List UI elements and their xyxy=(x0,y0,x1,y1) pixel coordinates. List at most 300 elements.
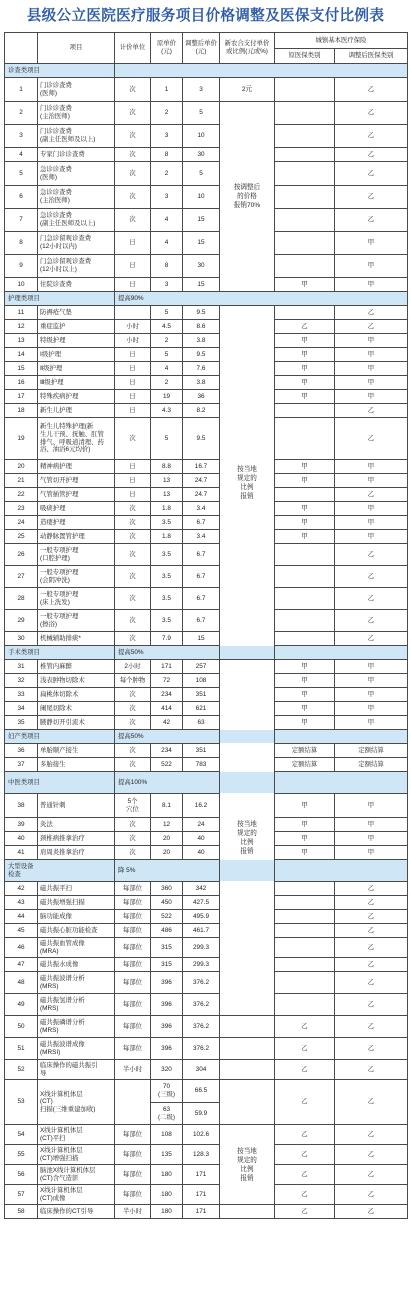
row-new-price: 8.2 xyxy=(183,404,220,418)
row-unit: 次 xyxy=(115,186,151,209)
row-unit: 次 xyxy=(115,744,151,758)
table-row xyxy=(5,958,408,972)
row-item: X线计算机体层 (CT)平扫 xyxy=(38,1125,115,1145)
header-unit: 计价单位 xyxy=(115,33,151,64)
row-new-price: 36 xyxy=(183,390,220,404)
category-row-fc xyxy=(5,730,408,744)
row-unit: 日 xyxy=(115,460,151,474)
row-unit: 每部位 xyxy=(115,958,151,972)
row-index: 35 xyxy=(5,716,38,730)
table-row xyxy=(5,255,408,278)
row-ins-new: 定额结算 xyxy=(335,744,408,758)
row-old-price: 2 xyxy=(151,102,183,125)
row-ins-old: 甲 xyxy=(275,334,335,348)
row-index: 19 xyxy=(5,418,38,460)
row-old-price: 396 xyxy=(151,994,183,1016)
row-old-price: 108 xyxy=(151,1125,183,1145)
row-old-price: 63 (二级) xyxy=(151,1103,183,1125)
row-unit: 日 xyxy=(115,348,151,362)
row-unit: 次 xyxy=(115,502,151,516)
row-new-price: 299.3 xyxy=(183,958,220,972)
row-unit: 次 xyxy=(115,588,151,610)
row-ins-new: 乙 xyxy=(335,186,408,209)
row-old-price: 320 xyxy=(151,1060,183,1080)
row-ins-old xyxy=(275,544,335,566)
row-ins-new: 甲 xyxy=(335,530,408,544)
table-row xyxy=(5,882,408,896)
row-ins-new: 甲 xyxy=(335,674,408,688)
row-new-price: 171 xyxy=(183,1165,220,1185)
row-ins-new: 甲 xyxy=(335,232,408,255)
row-old-price: 414 xyxy=(151,702,183,716)
row-pay-note: 按当地 规定的 比例 报销 xyxy=(220,1125,275,1205)
row-index: 30 xyxy=(5,632,38,646)
row-item: 肩周炎推拿治疗 xyxy=(38,846,115,860)
row-new-price: 30 xyxy=(183,148,220,162)
row-new-price: 171 xyxy=(183,1185,220,1205)
row-unit: 每部位 xyxy=(115,910,151,924)
row-ins-old: 乙 xyxy=(275,1205,335,1219)
row-new-price: 3 xyxy=(183,78,220,102)
row-ins-old xyxy=(275,632,335,646)
row-item: 临床操作的CT引导 xyxy=(38,1205,115,1219)
row-unit xyxy=(115,1080,151,1125)
row-index: 52 xyxy=(5,1060,38,1080)
row-new-price: 257 xyxy=(183,660,220,674)
table-row xyxy=(5,1205,408,1219)
row-old-price: 180 xyxy=(151,1205,183,1219)
row-new-price: 7.6 xyxy=(183,362,220,376)
row-ins-new: 乙 xyxy=(335,162,408,186)
row-item: 浅表肿物切除术 xyxy=(38,674,115,688)
row-index: 12 xyxy=(5,320,38,334)
row-new-price: 128.3 xyxy=(183,1145,220,1165)
row-old-price: 42 xyxy=(151,716,183,730)
row-item: X线计算机体层 (CT)成像 xyxy=(38,1185,115,1205)
row-item: 吸痰护理 xyxy=(38,502,115,516)
row-ins-new: 甲 xyxy=(335,474,408,488)
table-row xyxy=(5,390,408,404)
header-ins-new: 调整后医保类别 xyxy=(335,49,408,64)
row-index: 34 xyxy=(5,702,38,716)
row-ins-old: 甲 xyxy=(275,716,335,730)
row-index: 15 xyxy=(5,362,38,376)
category-row-hl xyxy=(5,292,408,306)
row-old-price: 19 xyxy=(151,390,183,404)
row-index: 39 xyxy=(5,818,38,832)
row-ins-old xyxy=(275,125,335,148)
row-new-price: 342 xyxy=(183,882,220,896)
table-row xyxy=(5,794,408,818)
row-ins-new: 甲 xyxy=(335,334,408,348)
table-row xyxy=(5,632,408,646)
row-ins-old: 甲 xyxy=(275,832,335,846)
row-index: 9 xyxy=(5,255,38,278)
header-insurance: 城镇基本医疗保险 xyxy=(275,33,408,49)
row-item: 特级护理 xyxy=(38,334,115,348)
row-pay-note: 2元 xyxy=(220,78,275,102)
row-old-price: 4.5 xyxy=(151,320,183,334)
row-old-price: 180 xyxy=(151,1165,183,1185)
row-old-price: 2 xyxy=(151,376,183,390)
row-index: 40 xyxy=(5,832,38,846)
table-row xyxy=(5,832,408,846)
row-new-price: 6.7 xyxy=(183,588,220,610)
row-item: 门急诊留观诊查费 (12小时以内) xyxy=(38,232,115,255)
row-new-price: 59.9 xyxy=(183,1103,220,1125)
row-old-price: 171 xyxy=(151,660,183,674)
row-new-price: 9.5 xyxy=(183,418,220,460)
row-unit: 次 xyxy=(115,832,151,846)
row-item: 普通针刺 xyxy=(38,794,115,818)
row-unit: 次 xyxy=(115,688,151,702)
row-index: 4 xyxy=(5,148,38,162)
page-title: 县级公立医院医疗服务项目价格调整及医保支付比例表 xyxy=(26,8,385,24)
row-ins-new: 乙 xyxy=(335,148,408,162)
row-item: 磁共振增强扫描 xyxy=(38,896,115,910)
row-new-price: 621 xyxy=(183,702,220,716)
row-new-price: 102.6 xyxy=(183,1125,220,1145)
row-unit: 每部位 xyxy=(115,994,151,1016)
row-new-price: 376.2 xyxy=(183,1038,220,1060)
row-old-price: 8.1 xyxy=(151,794,183,818)
row-ins-old: 甲 xyxy=(275,660,335,674)
row-item: 磁共振氢谱分析 (MRS) xyxy=(38,994,115,1016)
row-new-price: 15 xyxy=(183,632,220,646)
row-new-price: 351 xyxy=(183,688,220,702)
row-index: 48 xyxy=(5,972,38,994)
row-ins-old: 乙 xyxy=(275,1038,335,1060)
row-index: 50 xyxy=(5,1016,38,1038)
row-new-price: 8.6 xyxy=(183,320,220,334)
row-index: 41 xyxy=(5,846,38,860)
row-unit: 次 xyxy=(115,516,151,530)
row-index: 57 xyxy=(5,1185,38,1205)
row-ins-old xyxy=(275,488,335,502)
table-row xyxy=(5,1125,408,1145)
row-index: 51 xyxy=(5,1038,38,1060)
row-index: 23 xyxy=(5,502,38,516)
row-unit: 日 xyxy=(115,376,151,390)
row-old-price: 3.5 xyxy=(151,610,183,632)
row-index: 11 xyxy=(5,306,38,320)
row-index: 10 xyxy=(5,278,38,292)
row-unit: 次 xyxy=(115,610,151,632)
row-new-price: 495.9 xyxy=(183,910,220,924)
row-new-price: 783 xyxy=(183,758,220,772)
row-ins-new: 甲 xyxy=(335,362,408,376)
row-index: 53 xyxy=(5,1080,38,1125)
row-ins-old xyxy=(275,209,335,232)
row-new-price: 461.7 xyxy=(183,924,220,938)
row-unit: 次 xyxy=(115,544,151,566)
row-old-price: 7.9 xyxy=(151,632,183,646)
row-item: 椎管内麻醉 xyxy=(38,660,115,674)
row-old-price: 396 xyxy=(151,1016,183,1038)
row-unit: 每部位 xyxy=(115,1125,151,1145)
row-ins-new: 甲 xyxy=(335,688,408,702)
row-ins-old: 乙 xyxy=(335,910,408,924)
row-ins-old: 甲 xyxy=(275,674,335,688)
row-old-price: 70 (三级) xyxy=(151,1080,183,1103)
row-item: 一般专项护理 (床上洗发) xyxy=(38,588,115,610)
row-ins-new: 乙 xyxy=(335,1185,408,1205)
category-row-zl xyxy=(5,64,408,78)
row-item: 特殊疾病护理 xyxy=(38,390,115,404)
row-old-price: 5 xyxy=(151,306,183,320)
row-unit: 次 xyxy=(115,758,151,772)
row-ins-new: 甲 xyxy=(335,832,408,846)
row-ins-new: 甲 xyxy=(335,660,408,674)
table-row xyxy=(5,334,408,348)
row-ins-new: 乙 xyxy=(335,632,408,646)
table-row xyxy=(5,910,408,924)
row-new-price: 9.5 xyxy=(183,306,220,320)
table-row xyxy=(5,1016,408,1038)
row-ins-old: 乙 xyxy=(275,1125,335,1145)
row-old-price: 486 xyxy=(151,924,183,938)
row-index: 55 xyxy=(5,1145,38,1165)
row-unit: 2小时 xyxy=(115,660,151,674)
row-ins-old xyxy=(275,418,335,460)
row-ins-old: 乙 xyxy=(275,1145,335,1165)
table-row xyxy=(5,846,408,860)
row-index: 24 xyxy=(5,516,38,530)
row-new-price: 3.4 xyxy=(183,502,220,516)
row-old-price: 180 xyxy=(151,1185,183,1205)
row-unit: 次 xyxy=(115,530,151,544)
row-pay xyxy=(220,1016,275,1038)
table-row xyxy=(5,688,408,702)
row-index: 26 xyxy=(5,544,38,566)
row-unit: 每部位 xyxy=(115,924,151,938)
category-name: 中医类项目 xyxy=(5,772,115,794)
row-item: 灸法 xyxy=(38,818,115,832)
row-unit: 小时 xyxy=(115,320,151,334)
row-ins-old: 甲 xyxy=(275,702,335,716)
row-unit: 5个 穴位 xyxy=(115,794,151,818)
row-item: 磁共振心脏功能检查 xyxy=(38,924,115,938)
row-old-price: 3.5 xyxy=(151,588,183,610)
row-ins-new: 甲 xyxy=(335,460,408,474)
row-index: 2 xyxy=(5,102,38,125)
row-ins-old: 乙 xyxy=(275,1185,335,1205)
table-row xyxy=(5,1080,408,1103)
row-new-price: 63 xyxy=(183,716,220,730)
row-ins-old: 甲 xyxy=(275,390,335,404)
row-unit: 次 xyxy=(115,162,151,186)
row-pay xyxy=(275,910,335,924)
row-unit: 次 xyxy=(115,632,151,646)
row-ins-new: 乙 xyxy=(335,544,408,566)
row-ins-new: 乙 xyxy=(335,418,408,460)
row-old-price: 20 xyxy=(151,846,183,860)
row-unit: 次 xyxy=(115,78,151,102)
price-table xyxy=(4,32,408,1219)
row-ins-new: 乙 xyxy=(335,1205,408,1219)
row-ins-old: 乙 xyxy=(335,972,408,994)
table-row xyxy=(5,610,408,632)
row-unit: 次 xyxy=(115,702,151,716)
table-row xyxy=(5,125,408,148)
row-ins-old: 甲 xyxy=(275,502,335,516)
row-unit xyxy=(115,306,151,320)
row-item: X线计算机体层 (CT)增强扫描 xyxy=(38,1145,115,1165)
row-ins-new: 乙 xyxy=(335,209,408,232)
row-ins-old: 乙 xyxy=(335,994,408,1016)
row-unit: 次 xyxy=(115,148,151,162)
row-old-price: 3 xyxy=(151,278,183,292)
row-unit: 次 xyxy=(115,716,151,730)
row-old-price: 5 xyxy=(151,418,183,460)
row-unit: 次 xyxy=(115,102,151,125)
row-index: 37 xyxy=(5,758,38,772)
table-row xyxy=(5,148,408,162)
row-ins-old: 甲 xyxy=(275,516,335,530)
row-ins-old: 乙 xyxy=(275,1016,335,1038)
row-new-price: 3.8 xyxy=(183,334,220,348)
row-unit: 日 xyxy=(115,232,151,255)
row-old-price: 135 xyxy=(151,1145,183,1165)
row-ins-old: 乙 xyxy=(335,896,408,910)
row-ins-new: 甲 xyxy=(335,716,408,730)
table-row xyxy=(5,376,408,390)
row-unit: 日 xyxy=(115,488,151,502)
row-unit: 日 xyxy=(115,278,151,292)
row-item: Ⅰ级护理 xyxy=(38,348,115,362)
row-old-price: 396 xyxy=(151,972,183,994)
row-ins-old: 乙 xyxy=(275,1080,335,1125)
category-row-dx xyxy=(5,860,408,882)
table-row xyxy=(5,209,408,232)
row-new-price: 24.7 xyxy=(183,474,220,488)
row-item: 急诊诊查费 (副主任医师及以上) xyxy=(38,209,115,232)
row-old-price: 8.8 xyxy=(151,460,183,474)
row-unit: 每部位 xyxy=(115,1145,151,1165)
row-old-price: 522 xyxy=(151,910,183,924)
row-item: 脑功能成像 xyxy=(38,910,115,924)
row-index: 7 xyxy=(5,209,38,232)
row-unit: 小时 xyxy=(115,334,151,348)
row-new-price: 6.7 xyxy=(183,544,220,566)
row-ins-old xyxy=(275,404,335,418)
table-row xyxy=(5,896,408,910)
row-old-price: 2 xyxy=(151,334,183,348)
row-old-price: 4 xyxy=(151,232,183,255)
row-old-price: 3.5 xyxy=(151,544,183,566)
row-item: 颈椎病推拿治疗 xyxy=(38,832,115,846)
row-ins-old xyxy=(275,566,335,588)
row-index: 22 xyxy=(5,488,38,502)
row-ins-old: 甲 xyxy=(275,688,335,702)
row-ins-new: 乙 xyxy=(335,488,408,502)
row-item: 专家门诊诊查费 xyxy=(38,148,115,162)
row-old-price: 8 xyxy=(151,255,183,278)
row-item: 急诊诊查费 (医师) xyxy=(38,162,115,186)
row-index: 16 xyxy=(5,376,38,390)
row-ins-new: 甲 xyxy=(335,348,408,362)
row-ins-new: 甲 xyxy=(335,255,408,278)
row-ins-old xyxy=(275,232,335,255)
row-pay xyxy=(275,896,335,910)
row-ins-old: 甲 xyxy=(275,530,335,544)
row-old-price: 396 xyxy=(151,1038,183,1060)
row-pay xyxy=(220,1060,275,1080)
table-row xyxy=(5,516,408,530)
row-ins-new: 甲 xyxy=(335,794,408,818)
row-ins-old: 乙 xyxy=(335,882,408,896)
category-note: 提高50% xyxy=(115,646,408,660)
row-ins-new: 乙 xyxy=(335,102,408,125)
row-old-price: 4 xyxy=(151,362,183,376)
row-item: 门急诊留观诊查费 (12小时以上) xyxy=(38,255,115,278)
row-item: 气管切开护理 xyxy=(38,474,115,488)
row-item: 磁共振磷谱分析 (MRS) xyxy=(38,1016,115,1038)
row-old-price: 5 xyxy=(151,348,183,362)
table-row xyxy=(5,1060,408,1080)
row-pay xyxy=(275,924,335,938)
row-index: 38 xyxy=(5,794,38,818)
row-unit: 次 xyxy=(115,418,151,460)
row-index: 14 xyxy=(5,348,38,362)
row-pay-note: 按当地 规定的 比例 报销 xyxy=(220,660,275,1016)
row-item: 动静脉置管护理 xyxy=(38,530,115,544)
table-row xyxy=(5,186,408,209)
row-ins-old: 甲 xyxy=(275,278,335,292)
row-new-price: 376.2 xyxy=(183,994,220,1016)
row-pay xyxy=(220,1038,275,1060)
header-old-price: 原单价 (元) xyxy=(151,33,183,64)
row-old-price: 72 xyxy=(151,674,183,688)
row-index: 58 xyxy=(5,1205,38,1219)
table-row xyxy=(5,320,408,334)
row-new-price: 6.7 xyxy=(183,516,220,530)
row-index: 28 xyxy=(5,588,38,610)
row-item: 单胎顺产接生 xyxy=(38,744,115,758)
row-old-price: 1.8 xyxy=(151,502,183,516)
row-unit: 半小时 xyxy=(115,1060,151,1080)
row-ins-new: 乙 xyxy=(335,1038,408,1060)
row-old-price: 13 xyxy=(151,474,183,488)
row-item: 腋静切开引流术 xyxy=(38,716,115,730)
table-row xyxy=(5,530,408,544)
row-pay xyxy=(275,958,335,972)
row-ins-old: 甲 xyxy=(275,348,335,362)
row-new-price: 10 xyxy=(183,186,220,209)
row-index: 20 xyxy=(5,460,38,474)
row-item: 一般专项护理 (会阴冲洗) xyxy=(38,566,115,588)
row-index: 32 xyxy=(5,674,38,688)
row-ins-new: 乙 xyxy=(335,1145,408,1165)
row-index: 18 xyxy=(5,404,38,418)
row-ins-new: 乙 xyxy=(335,1016,408,1038)
row-ins-old xyxy=(275,186,335,209)
category-note: 提高100% xyxy=(115,772,408,794)
row-new-price: 376.2 xyxy=(183,1016,220,1038)
row-old-price: 522 xyxy=(151,758,183,772)
row-ins-new: 甲 xyxy=(335,702,408,716)
row-item: 多胎接生 xyxy=(38,758,115,772)
table-row xyxy=(5,544,408,566)
row-ins-new: 甲 xyxy=(335,278,408,292)
row-new-price: 9.5 xyxy=(183,348,220,362)
row-new-price: 351 xyxy=(183,744,220,758)
row-ins-old xyxy=(275,102,335,125)
table-row xyxy=(5,924,408,938)
row-new-price: 171 xyxy=(183,1205,220,1219)
row-item: 一般专项护理 (擦浴) xyxy=(38,610,115,632)
row-old-price: 20 xyxy=(151,832,183,846)
